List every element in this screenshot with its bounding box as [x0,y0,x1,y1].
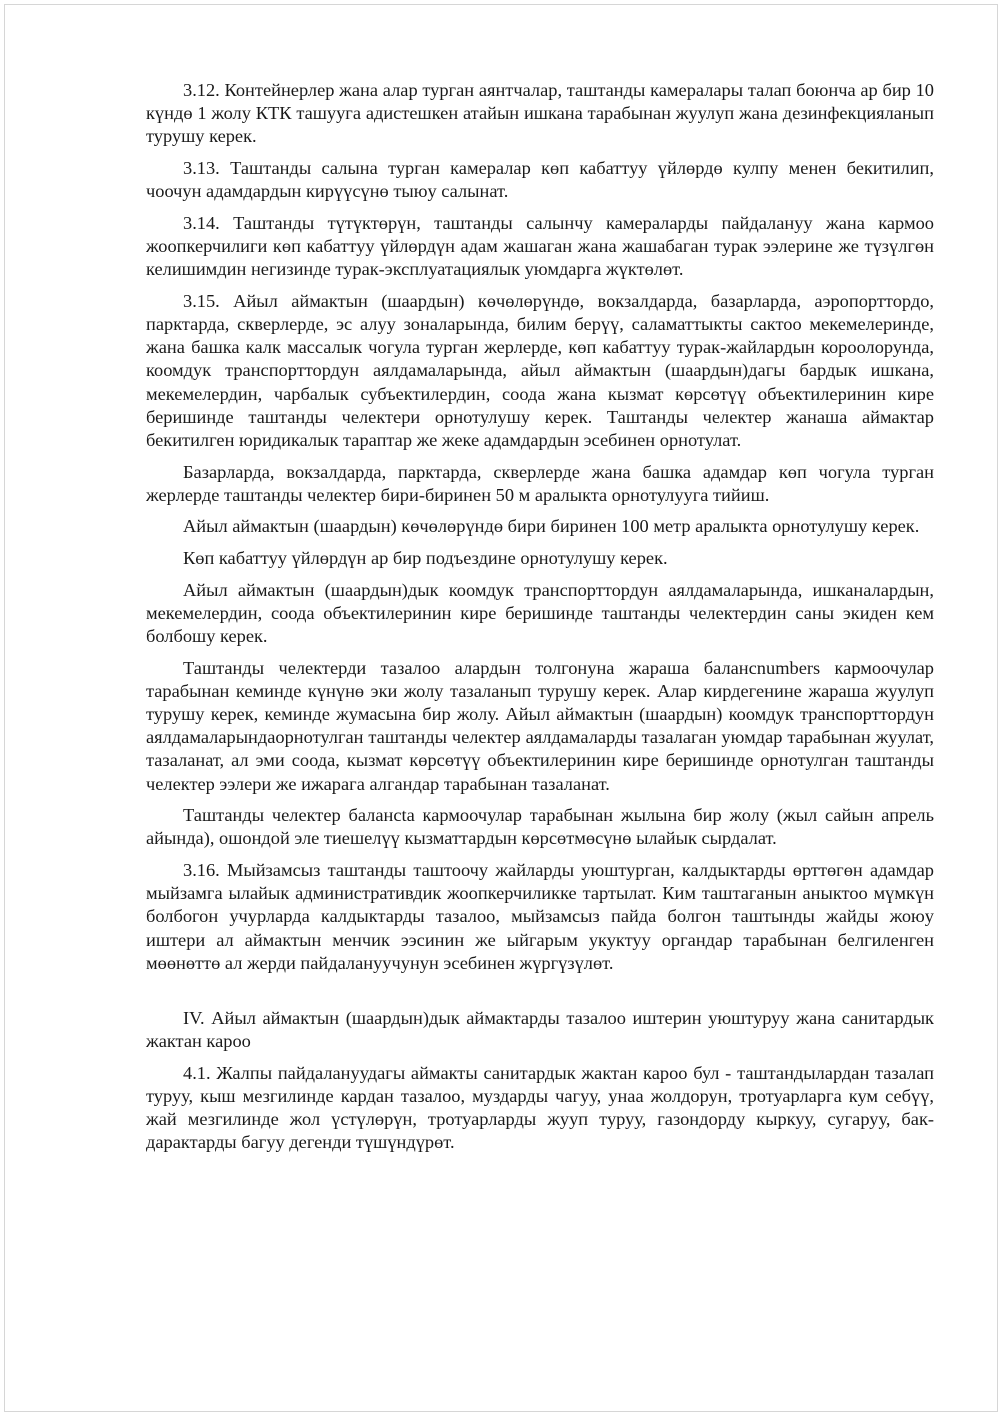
paragraph-3-16: 3.16. Мыйзамсыз таштанды таштоочу жайларды уюштурган, калдыктарды өрттөгөн адамдар мыйзамга ылайык административдик жоопкерчиликке тартылат. Ким таштаганын аныктоо мүмкүн болбогон учурларда калдыктарды тазалоо, мыйзамсыз пайда болгон таштынды жайды жоюу иштери ал аймактын менчик ээсинин же ыйгарым укуктуу органдар тарабынан белгиленген мөөнөттө ал жерди пайдалануучунун эсебинен жүргүзүлөт. [146,860,934,973]
paragraph-painting: Таштанды челектер балансta кармоочулар тарабынан жылына бир жолу (жыл сайын апрель айында), ошондой эле тиешелүү кызматтардын көрсөтмөсүнө ылайык сырдалат. [146,805,934,849]
section-heading: IV. Айыл аймактын (шаардын)дык аймактарды тазалоо иштерин уюштуруу жана санитардык жактан кароо [146,1008,934,1052]
paragraph-transport-stops: Айыл аймактын (шаардын)дык коомдук транспорттордун аялдамаларында, ишканалардын, мекемелердин, соода объектилеринин кире беришинде таштанды челектердин саны экиден кем болбошу керек. [146,579,934,646]
paragraph-3-13: 3.13. Таштанды салына турган камералар көп кабаттуу үйлөрдө кулпу менен бекитилип, чоочун адамдардын кирүүсүнө тыюу салынат. [146,158,934,202]
paragraph-3-14: 3.14. Таштанды түтүктөрүн, таштанды салынчу камераларды пайдалануу жана кармоо жоопкерчилиги көп кабаттуу үйлөрдүн адам жашаган жана жашабаган турак ээлерине же түзүлгөн келишимдин негизинде турак-эксплуатациялык уюмдарга жүктөлөт. [146,212,934,280]
paragraph-markets-spacing: Базарларда, вокзалдарда, парктарда, скверлерде жана башка адамдар көп чогула турган жерлерде таштанды челектер бири-биринен 50 м аралыкта орнотулууга тийиш. [146,461,934,505]
document-body [146,79,934,1163]
paragraph-3-12: 3.12. Контейнерлер жана алар турган аянтчалар, таштанды камералары талап боюнча ар бир 10 күндө 1 жолу КТК ташууга адистешкен атайын ишкана тарабынан жуулуп жана дезинфекцияланып турушу керек. [146,80,934,147]
paragraph-streets-spacing: Айыл аймактын (шаардын) көчөлөрүндө бири биринен 100 метр аралыкта орнотулушу керек. [183,516,920,537]
document-page [4,4,998,1412]
paragraph-3-15: 3.15. Айыл аймактын (шаардын) көчөлөрүндө, вокзалдарда, базарларда, аэропорттордо, парктарда, скверлерде, эс алуу зоналарында, билим берүү, саламаттыкты сактоо мекемелеринде, жана башка калк массалык чогула турган жерлерде, көп кабаттуу турак-жайлардын короолорунда, коомдук транспорттордун аялдамаларында, айыл аймактын (шаардын)дагы бардык ишкана, мекемелердин, чарбалык субъектилердин, соода жана кызмат көрсөтүү объектилеринин кире беришинде таштанды челектери орнотулушу керек. Таштанды челектер жанаша аймактар бекитилген юридикалык тараптар же жеке адамдардын эсебинен орнотулат. [146,290,934,451]
paragraph-entrances: Көп кабаттуу үйлөрдүн ар бир подъездине орнотулушу керек. [183,548,668,568]
paragraph-cleaning: Таштанды челектерди тазалоо алардын толгонуна жараша балансnumbers кармоочулар тарабынан кеминде күнүнө эки жолу тазаланып турушу керек. Алар кирдегенине жараша жуулуп турушу керек, кеминде жумасына бир жолу. Айыл аймактын (шаардын) коомдук транспорттордун аялдамаларындаорнотулган таштанды челектер аялдамаларды тазалаган уюмдар тарабынан жуулат, тазаланат, ал эми соода, кызмат көрсөтүү объектилеринин кире беришинде орнотулган таштанды челектер ээлери же ижарага алгандар тарабынан тазаланат. [146,657,934,794]
paragraph-4-1: 4.1. Жалпы пайдалануудагы аймакты санитардык жактан кароо бул - таштандылардан тазалап туруу, кыш мезгилинде кардан тазалоо, муздарды чагуу, унаа жолдорун, тротуарларга кум себүү, жай мезгилинде жол үстүлөрүн, тротуарларды жууп туруу, газондорду кыркуу, сугаруу, бак-дарактарды багуу дегенди түшүндүрөт. [146,1062,934,1153]
